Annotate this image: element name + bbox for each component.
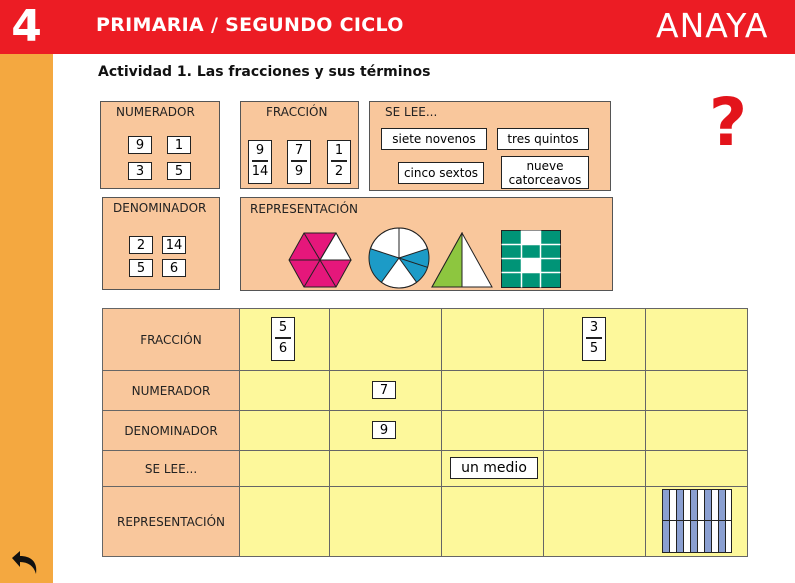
table-cell[interactable] (646, 451, 748, 487)
left-sidebar (0, 0, 53, 583)
table-cell[interactable] (544, 309, 646, 371)
fraction-tile[interactable] (271, 317, 295, 361)
brand-logo: ANAYA (656, 6, 769, 45)
fraction-numerator: 3 (589, 320, 599, 335)
hexagon-shape[interactable] (288, 232, 352, 288)
fraccion-panel (240, 101, 359, 189)
table-cell[interactable] (330, 371, 442, 411)
numerador-panel (100, 101, 220, 189)
numerador-tile[interactable]: 3 (128, 162, 152, 180)
header-title: PRIMARIA / SEGUNDO CICLO (96, 14, 404, 36)
table-cell[interactable] (442, 451, 544, 487)
word-tile-un-medio[interactable]: un medio (450, 457, 538, 479)
fraction-denominator: 6 (278, 340, 288, 356)
triangle-shape[interactable] (431, 232, 493, 288)
table-cell[interactable] (442, 371, 544, 411)
denominador-panel (102, 197, 220, 290)
table-cell[interactable] (646, 411, 748, 451)
grid-square-shape[interactable] (501, 230, 561, 288)
row-header-denominador: DENOMINADOR (103, 411, 240, 451)
denominador-panel-label: DENOMINADOR (113, 201, 207, 215)
fraccion-panel-label: FRACCIÓN (266, 105, 328, 119)
activity-title: Actividad 1. Las fracciones y sus términos (98, 64, 431, 80)
fraction-numerator: 1 (334, 143, 344, 158)
fraction-denominator: 2 (334, 163, 344, 179)
table-cell[interactable] (544, 371, 646, 411)
numerador-panel-label: NUMERADOR (116, 105, 195, 119)
table-cell[interactable] (544, 411, 646, 451)
fraction-denominator: 5 (589, 340, 599, 356)
table-cell[interactable] (330, 487, 442, 557)
fraction-tile[interactable] (582, 317, 606, 361)
table-cell[interactable] (442, 487, 544, 557)
row-header-numerador: NUMERADOR (103, 371, 240, 411)
numerador-tile[interactable]: 9 (128, 136, 152, 154)
word-tile-cinco-sextos[interactable]: cinco sextos (398, 162, 484, 184)
representacion-panel (240, 197, 613, 291)
answer-table (102, 308, 748, 557)
se-lee-panel (369, 101, 611, 191)
table-cell[interactable] (240, 487, 330, 557)
table-cell[interactable] (330, 309, 442, 371)
cycle-number: 4 (11, 1, 42, 52)
word-tile-tres-quintos[interactable]: tres quintos (497, 128, 589, 150)
fraction-tile[interactable] (327, 140, 351, 184)
table-cell[interactable] (544, 487, 646, 557)
se-lee-panel-label: SE LEE... (385, 105, 438, 119)
numerador-tile[interactable]: 7 (372, 381, 396, 399)
table-cell[interactable] (646, 487, 748, 557)
bar-grid-shape[interactable] (662, 489, 732, 553)
table-cell[interactable] (646, 371, 748, 411)
table-cell[interactable] (240, 451, 330, 487)
denominador-tile[interactable]: 2 (129, 236, 153, 254)
fraction-numerator: 9 (255, 143, 265, 158)
representacion-panel-label: REPRESENTACIÓN (250, 202, 358, 216)
table-cell[interactable] (240, 371, 330, 411)
fraction-numerator: 5 (278, 320, 288, 335)
fraction-denominator: 9 (294, 163, 304, 179)
table-cell[interactable] (330, 451, 442, 487)
fraction-tile[interactable] (287, 140, 311, 184)
row-header-fraccion: FRACCIÓN (103, 309, 240, 371)
table-cell[interactable] (442, 411, 544, 451)
fraction-tile[interactable] (248, 140, 272, 184)
table-cell[interactable] (544, 451, 646, 487)
back-arrow-icon[interactable] (6, 548, 42, 578)
word-tile-nueve-catorceavos[interactable]: nueve catorceavos (501, 156, 589, 189)
word-tile-siete-novenos[interactable]: siete novenos (381, 128, 487, 150)
numerador-tile[interactable]: 1 (167, 136, 191, 154)
row-header-se-lee: SE LEE... (103, 451, 240, 487)
circle-shape[interactable] (367, 226, 431, 290)
fraction-numerator: 7 (294, 143, 304, 158)
fraction-denominator: 14 (251, 163, 269, 179)
row-header-representacion: REPRESENTACIÓN (103, 487, 240, 557)
denominador-tile[interactable]: 9 (372, 421, 396, 439)
denominador-tile[interactable]: 6 (162, 259, 186, 277)
table-cell[interactable] (240, 309, 330, 371)
table-cell[interactable] (240, 411, 330, 451)
denominador-tile[interactable]: 14 (162, 236, 186, 254)
question-mark-icon[interactable]: ? (708, 84, 748, 161)
table-cell[interactable] (330, 411, 442, 451)
table-cell[interactable] (646, 309, 748, 371)
denominador-tile[interactable]: 5 (129, 259, 153, 277)
table-cell[interactable] (442, 309, 544, 371)
numerador-tile[interactable]: 5 (167, 162, 191, 180)
